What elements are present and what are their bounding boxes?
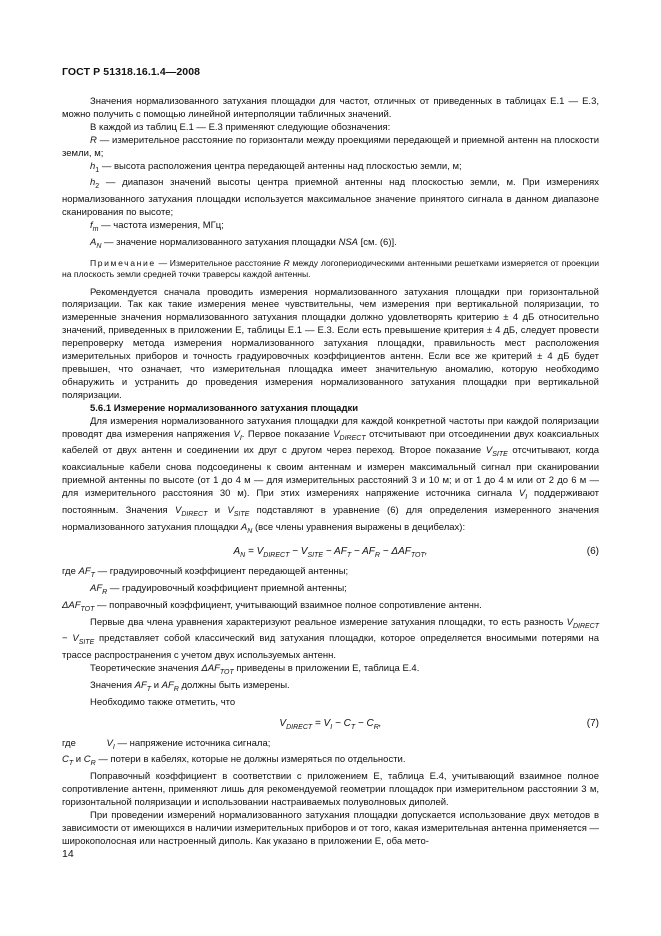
document-header: ГОСТ Р 51318.16.1.4—2008 (62, 66, 201, 78)
equation-6 (62, 538, 599, 566)
definition-dAF: $\Delta AF_{TOT}$ — поправочный коэффициент, учитывающий взаимное полное сопротивление антенн. (62, 599, 482, 613)
paragraph-two-methods: При проведении измерений нормализованного затухания площадки допускается использование двух методов в зависимости от имеющихся в наличии измерительных приборов и от того, какая измерительная антенна применяется — широкополосная или настроенный диполь. Как указано в приложении Е, оба мето- (62, 810, 599, 847)
page-number: 14 (62, 848, 74, 860)
paragraph-theoretical-values: Теоретические значения $\Delta AF_{TOT}$ приведены в приложении Е, таблица Е.4. (90, 663, 420, 677)
definition-h1: $h_1$ — высота расположения центра передающей антенны над плоскостью земли, м; (90, 160, 462, 174)
paragraph-af-measured: Значения $AF_T$ и $AF_R$ должны быть измерены. (90, 679, 290, 693)
definition-fm: $f_m$ — частота измерения, МГц; (90, 219, 224, 233)
equation-7 (62, 710, 599, 738)
paragraph-interpolation: Значения нормализованного затухания площадки для частот, отличных от приведенных в таблицах Е.1 — Е.3, можно получить с помощью линейной интерполяции табличных значений. (62, 96, 599, 120)
paragraph-first-two-terms: Первые два члена уравнения характеризуют реальное измерение затухания площадки, то есть разность $V_{DIRECT} - V_{SITE}$ представляет собой классический вид затухания площадки, которое определяется вносимыми потерями на трассе распространения с учетом двух используемых антенн. (62, 616, 599, 662)
definition-AFR: $AF_R$ — градуировочный коэффициент приемной антенны; (90, 583, 347, 596)
document-body (62, 96, 599, 849)
paragraph-note-also: Необходимо также отметить, что (90, 696, 236, 708)
paragraph-notation-intro: В каждой из таблиц Е.1 — Е.3 применяют следующие обозначения: (90, 121, 391, 133)
definition-Vi: где $V_I$ — напряжение источника сигнала; (62, 737, 271, 751)
section-title: 5.6.1 Измерение нормализованного затухания площадки (90, 402, 359, 414)
definition-AN: $A_N$ — значение нормализованного затухания площадки NSA [см. (6)]. (90, 236, 397, 250)
note: Примечание — Измерительное расстояние R между логопериодическими антенными решетками измеряется от проекции на плоскость земли средней точки траверсы каждой антенны. (62, 257, 599, 280)
paragraph-horizontal-polarization: Рекомендуется сначала проводить измерения нормализованного затухания площадки при горизонтальной поляризации. Так как такие измерения менее чувствительны, чем измерения при вертикальной поляризации, то измеренные значения нормализованного затухания площадки должно удовлетворять критерию ± 4 дБ относительно значений, приведенных в приложении Е, таблицы Е.1 — Е.3. Если есть превышение критерия ± 4 дБ, следует провести перепроверку метода измерения нормализованного затухания площадки, правильность мест расположения измерительных приборов и точность градуировочных коэффициентов антенн. Если все же критерий ± 4 дБ будет превышен, что означает, что измерительная площадка имеет значительную аномалию, которую необходимо обнаружить и устранить до проведения измерения нормализованного затухания площадки при вертикальной поляризации. (62, 286, 599, 401)
definition-CT-CR: $C_T$ и $C_R$ — потери в кабелях, которые не должны измеряться по отдельности. (62, 754, 406, 768)
equation-7-number: (7) (586, 717, 599, 729)
paragraph-correction-factor: Поправочный коэффициент в соответствии с приложением Е, таблица Е.4, учитывающий взаимное полное сопротивление антенн, применяют лишь для рекомендуемой геометрии площадок при измерительном расстоянии 3 м, горизонтальной поляризации и использовании настраиваемых полуволновых диполей. (62, 771, 599, 809)
equation-6-number: (6) (586, 546, 599, 558)
definition-h2: $h_2$ — диапазон значений высоты центра приемной антенны над плоскостью земли, м. При измерениях нормализованного затухания площадки используется максимальное значение принятого сигнала в данном диапазоне сканирования по высоте; (62, 177, 599, 219)
equation-7-expression: $V_{DIRECT} = V_I - C_T - C_R$, (279, 717, 382, 731)
equation-6-expression: $A_N = V_{DIRECT} - V_{SITE} - AF_T - AF_R - \Delta AF_{TOT}$, (233, 546, 428, 560)
definition-AFT: где $AF_T$ — градуировочный коэффициент передающей антенны; (62, 566, 349, 580)
definition-R: R — измерительное расстояние по горизонтали между проекциями передающей и приемной антенн на плоскости земли, м; (62, 134, 599, 159)
paragraph-measurement-procedure: Для измерения нормализованного затухания площадки для каждой конкретной частоты при каждой поляризации проводят два измерения напряжения $V_I$. Первое показание $V_{DIRECT}$ отсчитывают при отсоединении двух коаксиальных кабелей от двух антенн и соединении их друг с другом через переход. Второе показание $V_{SITE}$ отсчитывают, когда коаксиальные кабели снова подсоединены к своим антеннам и измерен максимальный сигнал при сканировании приемной антенны по высоте (от 1 до 4 м — для измерительных расстояний 3 и 10 м; и от 1 до 4 м или от 2 до 6 м — для измерительного расстояния 30 м). При этих измерениях напряжение источника сигнала $V_I$ поддерживают постоянным. Значения $V_{DIRECT}$ и $V_{SITE}$ подставляют в уравнение (6) для определения измеренного значения нормализованного затухания площадки $A_N$ (все члены уравнения выражены в децибелах): (62, 415, 599, 535)
